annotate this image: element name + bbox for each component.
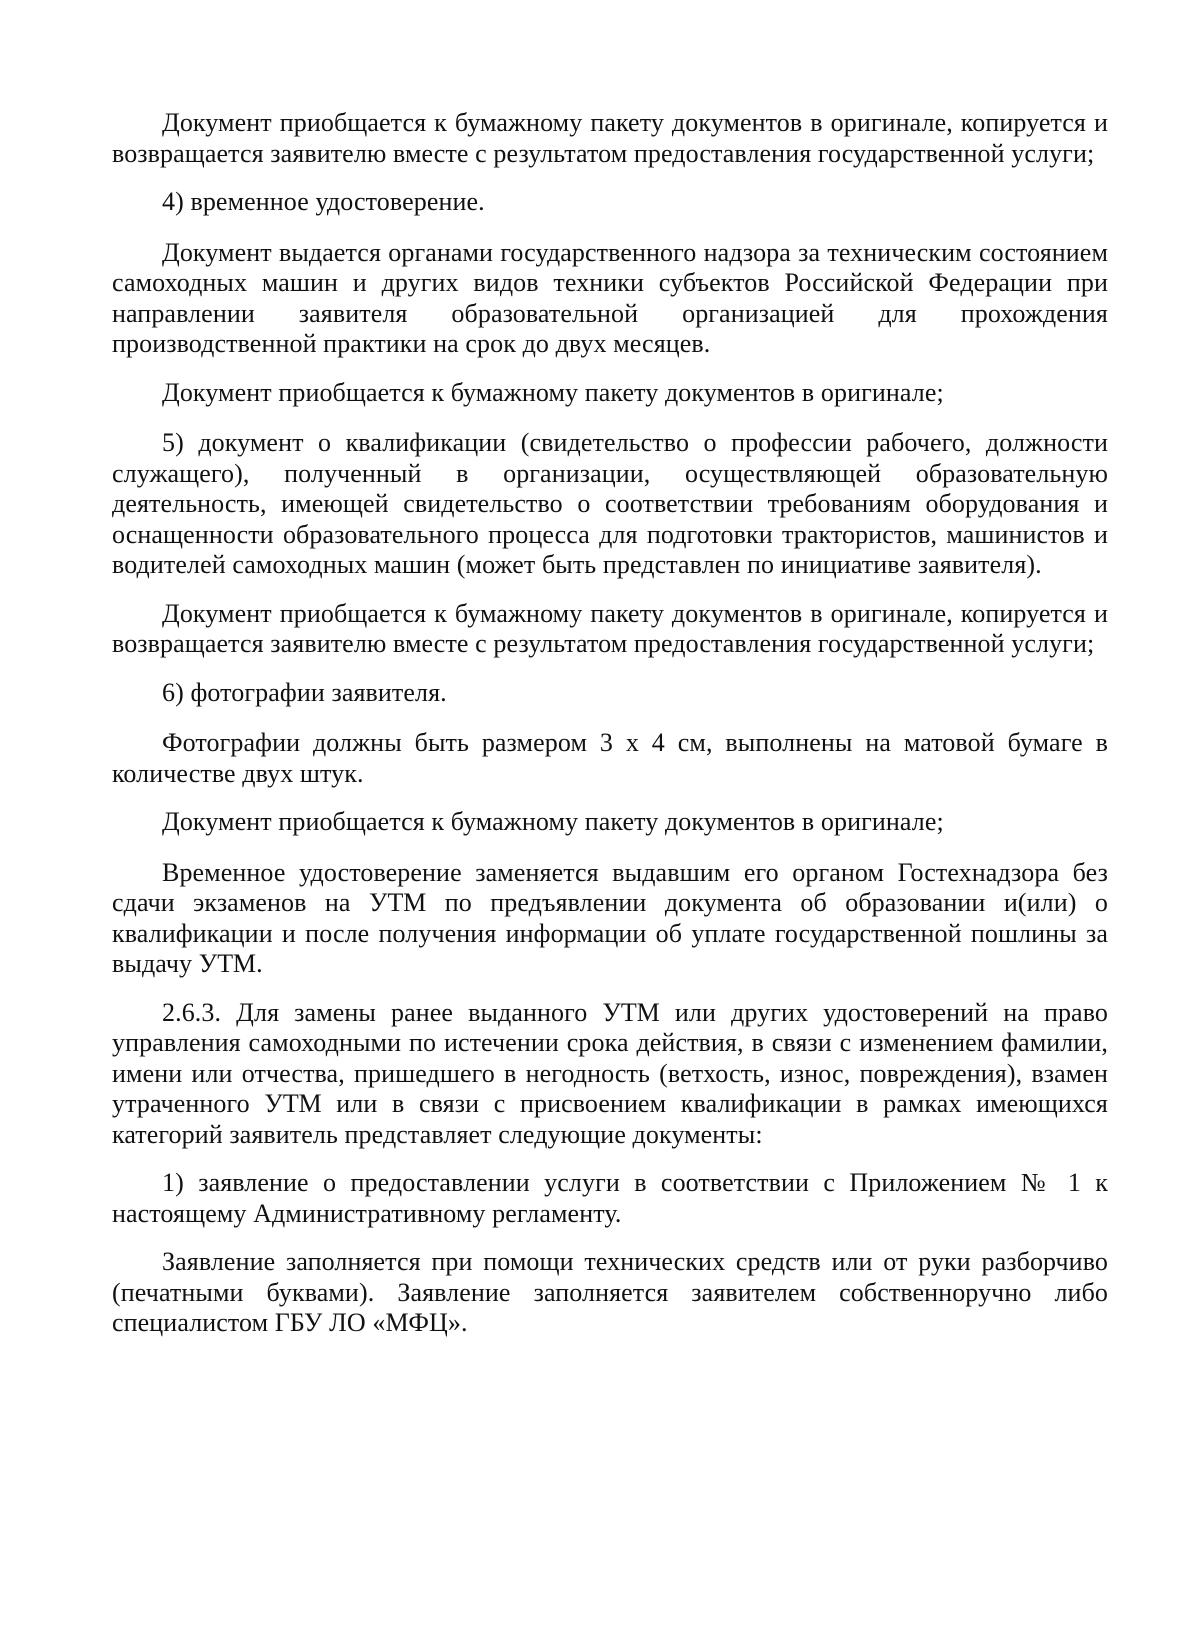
paragraph: Временное удостоверение заменяется выдавшим его органом Гостехнадзора без сдачи экзаменов на УТМ по предъявлении документа об образовании и(или) о квалификации и после получения информации об уплате государственной пошлины за выдачу УТМ. xyxy=(112,857,1108,978)
paragraph: 4) временное удостоверение. xyxy=(162,187,485,216)
paragraph: 5) документ о квалификации (свидетельство о профессии рабочего, должности служащего), полученный в организации, осуществляющей образовательную деятельность, имеющей свидетельство о соответствии требованиям оборудования и оснащенности образовательного процесса для подготовки трактористов, машинистов и водителей самоходных машин (может быть представлен по инициативе заявителя). xyxy=(112,428,1108,579)
paragraph: Документ приобщается к бумажному пакету документов в оригинале, копируется и возвращается заявителю вместе с результатом предоставления государственной услуги; xyxy=(112,108,1108,168)
paragraph: Документ выдается органами государственного надзора за техническим состоянием самоходных машин и других видов техники субъектов Российской Федерации при направлении заявителя образовательной организацией для прохождения производственной практики на срок до двух месяцев. xyxy=(112,237,1108,358)
document-page xyxy=(112,108,1108,1357)
paragraph: 1) заявление о предоставлении услуги в соответствии с Приложением № 1 к настоящему Административному регламенту. xyxy=(112,1168,1108,1228)
paragraph: 6) фотографии заявителя. xyxy=(162,677,447,707)
paragraph: Документ приобщается к бумажному пакету документов в оригинале; xyxy=(162,807,944,836)
paragraph: Документ приобщается к бумажному пакету документов в оригинале, копируется и возвращается заявителю вместе с результатом предоставления государственной услуги; xyxy=(112,598,1108,658)
paragraph: Фотографии должны быть размером 3 х 4 см, выполнены на матовой бумаге в количестве двух штук. xyxy=(112,728,1108,788)
paragraph: Заявление заполняется при помощи технических средств или от руки разборчиво (печатными буквами). Заявление заполняется заявителем собственноручно либо специалистом ГБУ ЛО «МФЦ». xyxy=(112,1247,1108,1337)
paragraph: 2.6.3. Для замены ранее выданного УТМ или других удостоверений на право управления самоходными по истечении срока действия, в связи с изменением фамилии, имени или отчества, пришедшего в негодность (ветхость, износ, повреждения), взамен утраченного УТМ или в связи с присвоением квалификации в рамках имеющихся категорий заявитель представляет следующие документы: xyxy=(112,997,1108,1149)
paragraph: Документ приобщается к бумажному пакету документов в оригинале; xyxy=(162,377,944,407)
